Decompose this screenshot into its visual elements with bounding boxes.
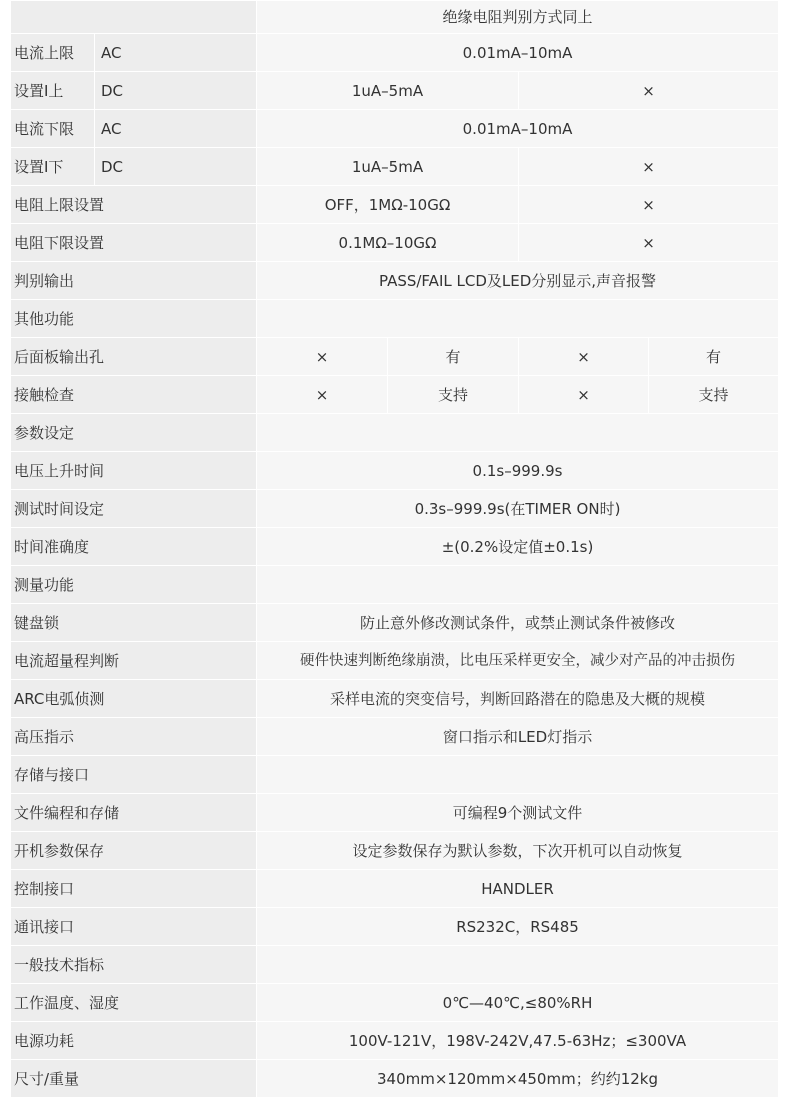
row-label: 工作温度、湿度 (11, 984, 257, 1022)
row-value: 防止意外修改测试条件，或禁止测试条件被修改 (257, 604, 779, 642)
row-value: 340mm×120mm×450mm；约约12kg (257, 1060, 779, 1098)
row-value: 窗口指示和LED灯指示 (257, 718, 779, 756)
row-label: 判别输出 (11, 262, 257, 300)
row-value: 0℃—40℃,≤80%RH (257, 984, 779, 1022)
row-sublabel: DC (95, 148, 257, 186)
row-value: 设定参数保存为默认参数，下次开机可以自动恢复 (257, 832, 779, 870)
table-row (11, 794, 779, 832)
table-row (11, 376, 779, 414)
row-value: 支持 (388, 376, 519, 414)
row-label: 文件编程和存储 (11, 794, 257, 832)
row-value: × (519, 148, 779, 186)
section-empty-cell (257, 414, 779, 452)
table-row (11, 34, 779, 72)
table-row (11, 680, 779, 718)
row-value: ±(0.2%设定值±0.1s) (257, 528, 779, 566)
row-value: RS232C，RS485 (257, 908, 779, 946)
row-value: 1uA–5mA (257, 72, 519, 110)
row-label: 接触检查 (11, 376, 257, 414)
row-value: PASS/FAIL LCD及LED分别显示,声音报警 (257, 262, 779, 300)
row-value: × (257, 376, 388, 414)
section-empty-cell (257, 300, 779, 338)
row-value: 有 (649, 338, 779, 376)
table-row (11, 1022, 779, 1060)
section-row (11, 566, 779, 604)
table-row (11, 490, 779, 528)
spec-table-container (10, 0, 778, 1098)
row-value: × (519, 376, 649, 414)
row-value: 0.1MΩ–10GΩ (257, 224, 519, 262)
table-row (11, 870, 779, 908)
row-label: 后面板输出孔 (11, 338, 257, 376)
row-value: × (519, 186, 779, 224)
section-row (11, 756, 779, 794)
row-value: × (519, 72, 779, 110)
section-title: 一般技术指标 (11, 946, 257, 984)
row-sublabel: AC (95, 110, 257, 148)
row-value: 硬件快速判断绝缘崩溃，比电压采样更安全，减少对产品的冲击损伤 (257, 642, 779, 680)
row-sublabel: AC (95, 34, 257, 72)
table-row (11, 186, 779, 224)
row-label: ARC电弧侦测 (11, 680, 257, 718)
row-value: × (519, 338, 649, 376)
row-value: 采样电流的突变信号，判断回路潜在的隐患及大概的规模 (257, 680, 779, 718)
section-title: 测量功能 (11, 566, 257, 604)
row-sublabel: DC (95, 72, 257, 110)
section-title: 存储与接口 (11, 756, 257, 794)
row-value: HANDLER (257, 870, 779, 908)
row-label: 电流下限 (11, 110, 95, 148)
row-label: 尺寸/重量 (11, 1060, 257, 1098)
row-value: 1uA–5mA (257, 148, 519, 186)
table-row (11, 224, 779, 262)
row-value: 0.3s–999.9s(在TIMER ON时) (257, 490, 779, 528)
table-row (11, 984, 779, 1022)
row-label: 开机参数保存 (11, 832, 257, 870)
table-row (11, 452, 779, 490)
row-value: OFF，1MΩ-10GΩ (257, 186, 519, 224)
table-row (11, 148, 779, 186)
section-row (11, 946, 779, 984)
table-row (11, 528, 779, 566)
section-empty-cell (257, 946, 779, 984)
row-label: 设置I上 (11, 72, 95, 110)
table-row (11, 110, 779, 148)
row-value: 0.01mA–10mA (257, 110, 779, 148)
table-row (11, 604, 779, 642)
table-row (11, 72, 779, 110)
row-label: 测试时间设定 (11, 490, 257, 528)
table-row (11, 642, 779, 680)
header-text: 绝缘电阻判别方式同上 (257, 1, 779, 34)
row-label: 控制接口 (11, 870, 257, 908)
table-row (11, 832, 779, 870)
table-row (11, 1060, 779, 1098)
section-row (11, 414, 779, 452)
section-empty-cell (257, 756, 779, 794)
header-label-cell (11, 1, 257, 34)
table-row (11, 908, 779, 946)
row-label: 通讯接口 (11, 908, 257, 946)
row-value: 可编程9个测试文件 (257, 794, 779, 832)
row-label: 电流上限 (11, 34, 95, 72)
table-row (11, 718, 779, 756)
table-row (11, 338, 779, 376)
section-row (11, 300, 779, 338)
table-row (11, 262, 779, 300)
row-value: × (519, 224, 779, 262)
section-title: 其他功能 (11, 300, 257, 338)
spec-table (10, 0, 779, 1098)
row-value: 100V-121V，198V-242V,47.5-63Hz；≤300VA (257, 1022, 779, 1060)
row-label: 电阻上限设置 (11, 186, 257, 224)
table-row-header (11, 1, 779, 34)
section-title: 参数设定 (11, 414, 257, 452)
row-value: 0.1s–999.9s (257, 452, 779, 490)
row-label: 电压上升时间 (11, 452, 257, 490)
row-label: 电源功耗 (11, 1022, 257, 1060)
row-label: 键盘锁 (11, 604, 257, 642)
row-label: 高压指示 (11, 718, 257, 756)
row-value: 0.01mA–10mA (257, 34, 779, 72)
row-label: 电阻下限设置 (11, 224, 257, 262)
row-value: 有 (388, 338, 519, 376)
row-value: × (257, 338, 388, 376)
section-empty-cell (257, 566, 779, 604)
row-value: 支持 (649, 376, 779, 414)
row-label: 时间准确度 (11, 528, 257, 566)
row-label: 电流超量程判断 (11, 642, 257, 680)
row-label: 设置I下 (11, 148, 95, 186)
